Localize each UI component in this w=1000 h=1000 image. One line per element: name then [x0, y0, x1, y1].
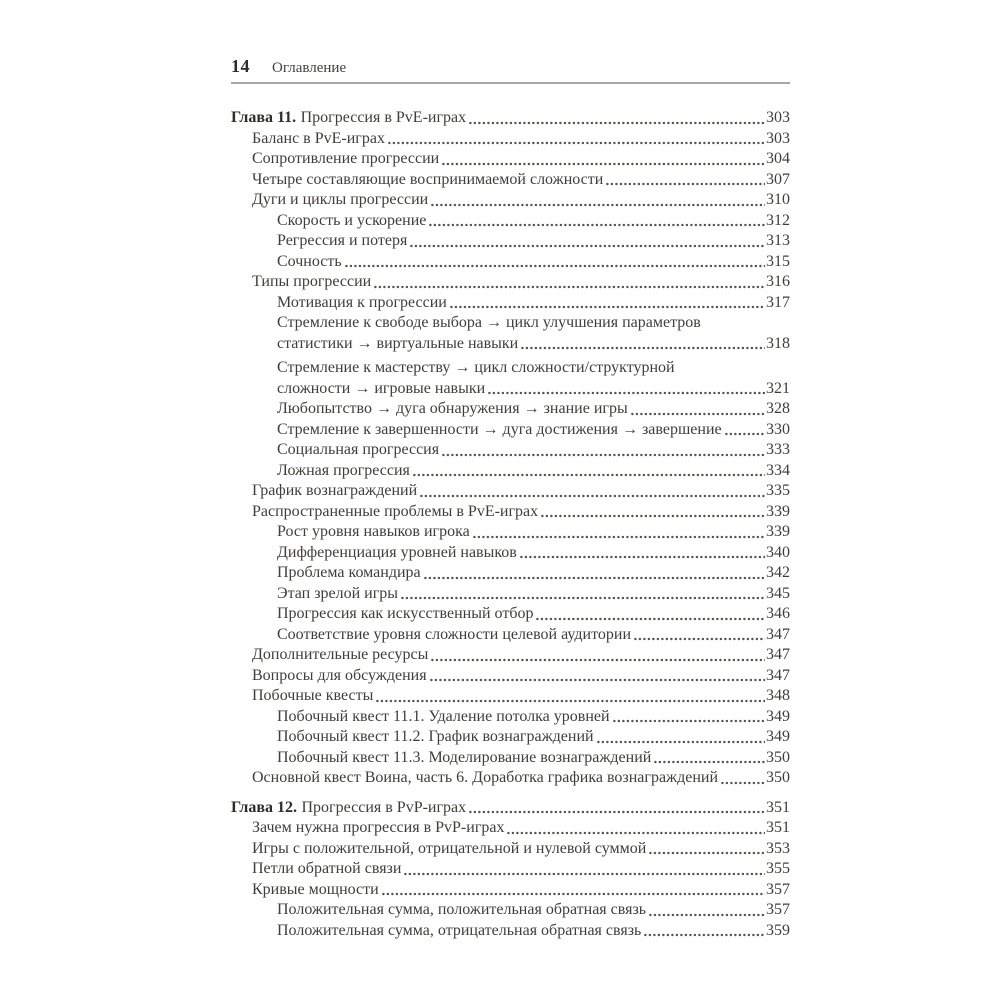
toc-entry-title: Стремление к мастерству → цикл сложности/структурной	[277, 359, 675, 376]
toc-entry	[231, 880, 790, 901]
dot-leader	[597, 740, 765, 744]
toc-page-number: 303	[766, 109, 790, 126]
toc-entry-title: График вознаграждений	[252, 482, 418, 499]
toc-page-number: 350	[766, 769, 790, 786]
toc-entry-title: Кривые мощности	[252, 880, 379, 898]
toc-page-number: 349	[766, 728, 790, 745]
toc-page-number: 316	[766, 273, 790, 290]
toc-entry	[231, 727, 790, 748]
dot-leader	[424, 576, 765, 580]
dot-leader	[420, 494, 765, 498]
toc-entry-title: Прогрессия в PvE-играх	[300, 109, 467, 126]
toc-entry	[231, 170, 790, 191]
toc-entry-title: Типы прогрессии	[252, 273, 372, 290]
toc-entry-title: Положительная сумма, положительная обратная связь	[277, 901, 647, 918]
toc-entry-title: Прогрессия в PvP-играх	[301, 798, 467, 816]
dot-leader	[644, 933, 765, 937]
toc-entry	[231, 481, 790, 502]
running-head-title: Оглавление	[272, 60, 347, 76]
toc-page-number: 349	[766, 707, 790, 725]
toc-entry	[231, 686, 790, 707]
toc-entry-title: Стремление к свободе выбора → цикл улучшения параметров	[277, 314, 701, 331]
toc-entry-title: Сопротивление прогрессии	[252, 150, 440, 167]
dot-leader	[374, 285, 765, 289]
toc-entry-title: Основной квест Воина, часть 6. Доработка графика вознаграждений	[252, 769, 719, 786]
toc-page-number: 357	[766, 880, 790, 898]
chapter-label: Глава 12.	[231, 798, 297, 816]
toc-page-number: 348	[766, 687, 790, 704]
toc-entry-title: Скорость и ускорение	[277, 211, 427, 229]
toc-entry	[231, 798, 790, 819]
toc-entry	[231, 358, 790, 379]
toc-entry	[231, 502, 790, 523]
toc-entry	[231, 149, 790, 170]
toc-entry	[231, 129, 790, 150]
dot-leader	[388, 141, 765, 145]
toc-entry	[231, 522, 790, 543]
toc-entry	[231, 543, 790, 564]
toc-entry-title: Мотивация к прогрессии	[277, 293, 447, 311]
toc-entry-title: Ложная прогрессия	[277, 461, 410, 479]
dot-leader	[450, 305, 765, 309]
toc-entry	[231, 313, 790, 334]
dot-leader	[429, 223, 765, 227]
toc-entry	[231, 584, 790, 605]
toc-page-number: 353	[766, 839, 790, 857]
toc-entry	[231, 859, 790, 880]
toc-entry	[231, 748, 790, 769]
toc-entry	[231, 334, 790, 355]
dot-leader	[541, 514, 765, 518]
toc-page-number: 335	[766, 482, 790, 499]
toc-entry-title: Побочный квест 11.1. Удаление потолка уровней	[277, 707, 610, 725]
dot-leader	[345, 264, 765, 268]
toc-entry-title: Игры с положительной, отрицательной и нулевой суммой	[252, 839, 647, 857]
page-number-header: 14	[231, 56, 250, 76]
toc-entry-title: статистики → виртуальные навыки	[277, 334, 519, 352]
toc-entry-title: Сочность	[277, 252, 342, 270]
dot-leader	[488, 391, 765, 395]
toc-page-number: 355	[766, 860, 790, 877]
toc-page-number: 359	[766, 921, 790, 939]
toc-entry	[231, 399, 790, 420]
toc-page-number: 347	[766, 666, 790, 684]
toc-page-number: 318	[766, 334, 790, 352]
dot-leader	[413, 473, 765, 477]
table-of-contents	[231, 99, 790, 941]
toc-entry-title: Вопросы для обсуждения	[252, 666, 427, 684]
dot-leader	[649, 913, 765, 917]
toc-entry-title: Дифференциация уровней навыков	[277, 543, 517, 561]
toc-page-number: 350	[766, 748, 790, 766]
toc-page-number: 346	[766, 605, 790, 622]
toc-entry	[231, 108, 790, 129]
toc-entry-title: Регрессия и потеря	[277, 232, 408, 249]
toc-entry	[231, 272, 790, 293]
toc-page-number: 339	[766, 502, 790, 520]
toc-page-number: 328	[766, 400, 790, 417]
toc-page-number: 307	[766, 170, 790, 188]
toc-page-number: 342	[766, 564, 790, 581]
chapter-label: Глава 11.	[231, 109, 297, 126]
toc-entry	[231, 666, 790, 687]
toc-page-number: 347	[766, 625, 790, 643]
toc-page-number: 345	[766, 584, 790, 602]
toc-entry	[231, 768, 790, 789]
dot-leader	[725, 432, 765, 436]
dot-leader	[376, 699, 765, 703]
toc-page-number: 310	[766, 191, 790, 208]
toc-page-number: 351	[766, 798, 790, 816]
toc-entry-title: Дуги и циклы прогрессии	[252, 191, 429, 208]
toc-page-number: 304	[766, 150, 790, 167]
toc-entry	[231, 252, 790, 273]
dot-leader	[613, 719, 765, 723]
toc-entry-title: Соответствие уровня сложности целевой аудитории	[277, 625, 631, 643]
toc-entry-title: Любопытство → дуга обнаружения → знание игры	[277, 400, 628, 417]
toc-page-number: 357	[766, 901, 790, 918]
dot-leader	[536, 617, 765, 621]
toc-entry-title: Стремление к завершенности → дуга достижения → завершение	[277, 420, 722, 438]
toc-page-number: 339	[766, 523, 790, 540]
dot-leader	[410, 244, 765, 248]
dot-leader	[521, 346, 765, 350]
toc-entry-title: Этап зрелой игры	[277, 584, 399, 602]
toc-page-number: 317	[766, 293, 790, 311]
dot-leader	[473, 535, 765, 539]
dot-leader	[520, 555, 765, 559]
dot-leader	[469, 121, 765, 125]
toc-page-number: 330	[766, 420, 790, 438]
toc-entry-title: Рост уровня навыков игрока	[277, 523, 470, 540]
toc-entry	[231, 839, 790, 860]
dot-leader	[431, 203, 765, 207]
toc-entry	[231, 379, 790, 400]
dot-leader	[634, 637, 765, 641]
dot-leader	[654, 760, 765, 764]
dot-leader	[606, 182, 765, 186]
dot-leader	[430, 678, 765, 682]
toc-entry	[231, 461, 790, 482]
dot-leader	[469, 810, 765, 814]
toc-entry-title: Баланс в PvE-играх	[252, 129, 385, 147]
toc-entry-title: Петли обратной связи	[252, 860, 402, 877]
toc-entry	[231, 921, 790, 942]
dot-leader	[649, 851, 765, 855]
toc-entry-title: Четыре составляющие воспринимаемой сложности	[252, 170, 604, 188]
toc-entry-title: Прогрессия как искусственный отбор	[277, 605, 534, 622]
toc-entry	[231, 231, 790, 252]
toc-entry	[231, 420, 790, 441]
toc-entry	[231, 293, 790, 314]
toc-entry	[231, 818, 790, 839]
toc-page-number: 340	[766, 543, 790, 561]
toc-entry	[231, 707, 790, 728]
toc-entry-title: Побочные квесты	[252, 687, 374, 704]
dot-leader	[631, 412, 765, 416]
toc-entry	[231, 190, 790, 211]
dot-leader	[401, 596, 765, 600]
toc-page-number: 351	[766, 819, 790, 836]
dot-leader	[404, 872, 765, 876]
toc-page-number: 313	[766, 232, 790, 249]
toc-page-number: 303	[766, 129, 790, 147]
toc-entry-title: Положительная сумма, отрицательная обратная связь	[277, 921, 642, 939]
toc-page-number: 334	[766, 461, 790, 479]
dot-leader	[442, 162, 765, 166]
running-head	[231, 56, 790, 84]
toc-entry-title: Проблема командира	[277, 564, 421, 581]
dot-leader	[431, 658, 765, 662]
toc-entry	[231, 211, 790, 232]
toc-entry-title: Зачем нужна прогрессия в PvP-играх	[252, 819, 505, 836]
toc-page-number: 333	[766, 441, 790, 458]
toc-page-number: 347	[766, 646, 790, 663]
toc-page-number: 315	[766, 252, 790, 270]
toc-entry-title: Социальная прогрессия	[277, 441, 440, 458]
toc-entry-title: сложности → игровые навыки	[277, 379, 486, 397]
toc-entry	[231, 900, 790, 921]
dot-leader	[442, 453, 765, 457]
dot-leader	[382, 892, 765, 896]
dot-leader	[507, 831, 765, 835]
toc-entry-title: Побочный квест 11.3. Моделирование вознаграждений	[277, 748, 652, 766]
toc-page-number: 312	[766, 211, 790, 229]
toc-entry	[231, 645, 790, 666]
toc-entry-title: Дополнительные ресурсы	[252, 646, 429, 663]
toc-entry	[231, 440, 790, 461]
toc-entry	[231, 563, 790, 584]
toc-entry-title: Распространенные проблемы в PvE-играх	[252, 502, 539, 520]
toc-entry-title: Побочный квест 11.2. График вознаграждений	[277, 728, 594, 745]
toc-entry	[231, 625, 790, 646]
toc-page-number: 321	[766, 379, 790, 397]
toc-entry	[231, 604, 790, 625]
dot-leader	[721, 781, 765, 785]
